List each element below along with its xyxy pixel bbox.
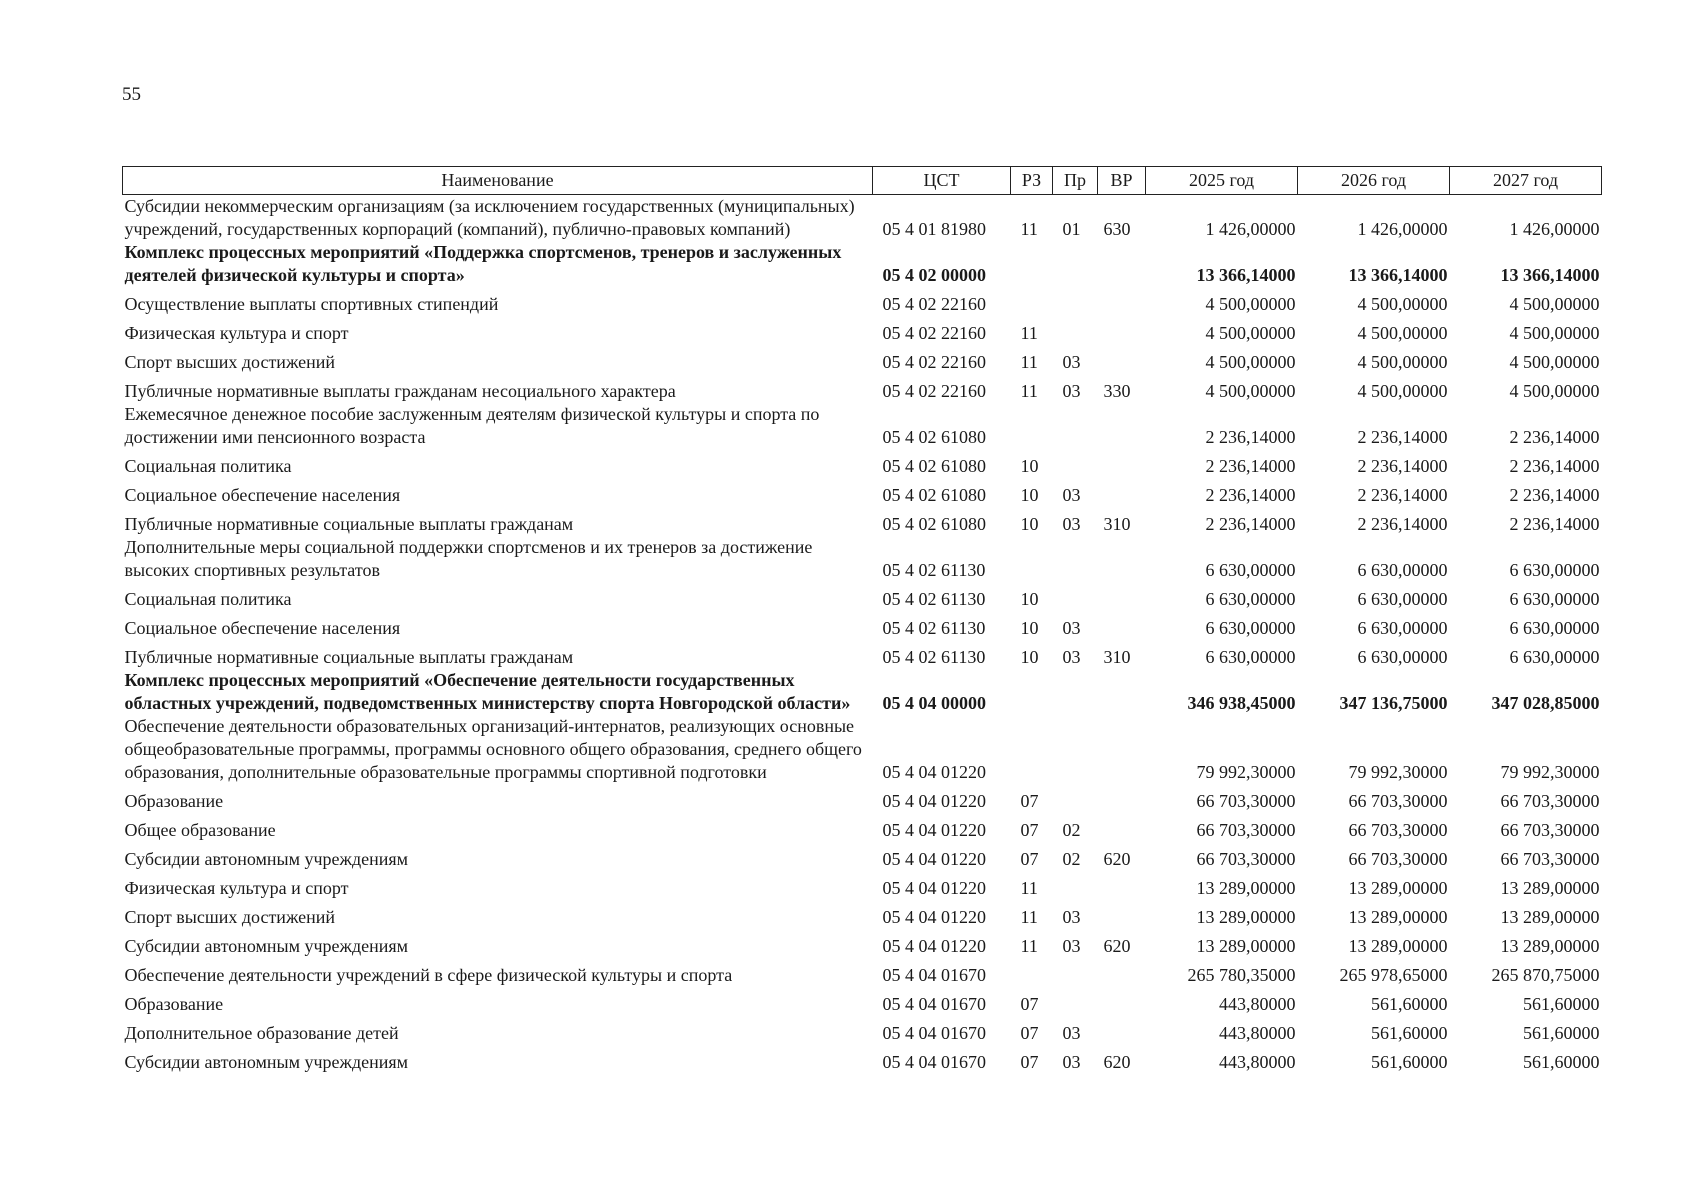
cell-cst: 05 4 04 01220 bbox=[882, 820, 986, 840]
cell-rz: 10 bbox=[1020, 589, 1039, 609]
cell-2025: 66 703,30000 bbox=[1196, 849, 1296, 869]
cell-2026: 13 289,00000 bbox=[1348, 936, 1448, 956]
cell-pr bbox=[1053, 582, 1098, 611]
cell-2027: 79 992,30000 bbox=[1500, 762, 1600, 782]
table-row bbox=[123, 316, 1602, 345]
cell-2026: 2 236,14000 bbox=[1357, 514, 1448, 534]
cell-vr bbox=[1098, 715, 1146, 784]
cell-pr bbox=[1053, 287, 1098, 316]
cell-2027: 2 236,14000 bbox=[1509, 427, 1600, 447]
cell-name: Спорт высших достижений bbox=[124, 352, 336, 372]
cell-cst: 05 4 02 61080 bbox=[882, 514, 986, 534]
cell-2025: 13 289,00000 bbox=[1196, 907, 1296, 927]
cell-pr: 03 bbox=[1062, 1023, 1081, 1043]
page-number: 55 bbox=[122, 84, 141, 105]
cell-2027: 4 500,00000 bbox=[1509, 294, 1600, 314]
cell-rz: 11 bbox=[1020, 352, 1038, 372]
header-2025: 2025 год bbox=[1146, 167, 1298, 195]
cell-2025: 4 500,00000 bbox=[1205, 323, 1296, 343]
cell-pr bbox=[1053, 958, 1098, 987]
cell-2025: 4 500,00000 bbox=[1205, 352, 1296, 372]
cell-rz: 07 bbox=[1020, 1023, 1039, 1043]
cell-name: Субсидии автономным учреждениям bbox=[124, 849, 409, 869]
cell-2025: 13 289,00000 bbox=[1196, 936, 1296, 956]
cell-2026: 6 630,00000 bbox=[1357, 560, 1448, 580]
cell-2026: 4 500,00000 bbox=[1357, 294, 1448, 314]
table-row bbox=[123, 195, 1602, 242]
cell-pr: 03 bbox=[1062, 936, 1081, 956]
cell-2027: 2 236,14000 bbox=[1509, 485, 1600, 505]
cell-pr bbox=[1053, 715, 1098, 784]
cell-pr bbox=[1053, 449, 1098, 478]
cell-2025: 443,80000 bbox=[1219, 994, 1296, 1014]
cell-name: Публичные нормативные социальные выплаты гражданам bbox=[124, 647, 574, 667]
cell-pr: 03 bbox=[1062, 352, 1081, 372]
table-row bbox=[123, 669, 1602, 715]
cell-cst: 05 4 04 01220 bbox=[882, 791, 986, 811]
cell-2026: 66 703,30000 bbox=[1348, 791, 1448, 811]
table-row bbox=[123, 987, 1602, 1016]
cell-cst: 05 4 04 01670 bbox=[882, 1052, 986, 1072]
cell-2025: 79 992,30000 bbox=[1196, 762, 1296, 782]
cell-cst: 05 4 04 01220 bbox=[882, 849, 986, 869]
cell-2027: 6 630,00000 bbox=[1509, 647, 1600, 667]
budget-table bbox=[122, 166, 1602, 1074]
cell-pr: 03 bbox=[1062, 485, 1081, 505]
table-header bbox=[123, 167, 1602, 195]
cell-2026: 1 426,00000 bbox=[1357, 219, 1448, 239]
table-row bbox=[123, 507, 1602, 536]
cell-vr bbox=[1098, 287, 1146, 316]
cell-pr: 03 bbox=[1062, 381, 1081, 401]
cell-rz bbox=[1011, 715, 1053, 784]
cell-name: Субсидии автономным учреждениям bbox=[124, 1052, 409, 1072]
table-row bbox=[123, 287, 1602, 316]
cell-pr bbox=[1053, 241, 1098, 287]
cell-rz bbox=[1011, 241, 1053, 287]
cell-rz bbox=[1011, 403, 1053, 449]
cell-pr bbox=[1053, 987, 1098, 1016]
cell-rz: 11 bbox=[1020, 323, 1038, 343]
cell-vr bbox=[1098, 536, 1146, 582]
table-row bbox=[123, 640, 1602, 669]
cell-2027: 1 426,00000 bbox=[1509, 219, 1600, 239]
cell-2027: 13 289,00000 bbox=[1500, 878, 1600, 898]
cell-2027: 561,60000 bbox=[1523, 1052, 1600, 1072]
cell-2027: 265 870,75000 bbox=[1491, 965, 1600, 985]
cell-2026: 6 630,00000 bbox=[1357, 618, 1448, 638]
cell-name: Образование bbox=[124, 791, 224, 811]
cell-name: Субсидии автономным учреждениям bbox=[124, 936, 409, 956]
cell-2025: 66 703,30000 bbox=[1196, 820, 1296, 840]
cell-name: Физическая культура и спорт bbox=[124, 323, 349, 343]
cell-name: Комплекс процессных мероприятий «Обеспечение деятельности государственных областных учреждений, подведомственных министерству спорта Новгородской области» bbox=[124, 670, 851, 713]
table-row bbox=[123, 1016, 1602, 1045]
table-body bbox=[123, 195, 1602, 1075]
header-name: Наименование bbox=[123, 167, 873, 195]
cell-2026: 13 366,14000 bbox=[1348, 265, 1448, 285]
cell-vr: 330 bbox=[1103, 381, 1131, 401]
cell-2026: 561,60000 bbox=[1371, 1023, 1448, 1043]
cell-2026: 13 289,00000 bbox=[1348, 878, 1448, 898]
table-row bbox=[123, 611, 1602, 640]
cell-2026: 2 236,14000 bbox=[1357, 456, 1448, 476]
cell-cst: 05 4 02 22160 bbox=[882, 352, 986, 372]
table-row bbox=[123, 403, 1602, 449]
cell-vr bbox=[1098, 403, 1146, 449]
cell-rz: 07 bbox=[1020, 791, 1039, 811]
table-row bbox=[123, 1045, 1602, 1074]
cell-name: Социальное обеспечение населения bbox=[124, 618, 401, 638]
cell-cst: 05 4 04 01220 bbox=[882, 936, 986, 956]
cell-vr: 630 bbox=[1103, 219, 1131, 239]
cell-name: Общее образование bbox=[124, 820, 276, 840]
cell-cst: 05 4 02 61130 bbox=[882, 560, 986, 580]
cell-cst: 05 4 01 81980 bbox=[882, 219, 986, 239]
table-row bbox=[123, 813, 1602, 842]
cell-2027: 4 500,00000 bbox=[1509, 352, 1600, 372]
cell-name: Образование bbox=[124, 994, 224, 1014]
cell-vr bbox=[1098, 478, 1146, 507]
cell-vr bbox=[1098, 958, 1146, 987]
cell-2025: 443,80000 bbox=[1219, 1052, 1296, 1072]
cell-name: Комплекс процессных мероприятий «Поддержка спортсменов, тренеров и заслуженных деятелей физической культуры и спорта» bbox=[124, 242, 842, 285]
cell-2025: 4 500,00000 bbox=[1205, 294, 1296, 314]
cell-name: Публичные нормативные социальные выплаты гражданам bbox=[124, 514, 574, 534]
cell-rz: 11 bbox=[1020, 878, 1038, 898]
cell-2025: 2 236,14000 bbox=[1205, 514, 1296, 534]
cell-pr: 03 bbox=[1062, 647, 1081, 667]
cell-rz bbox=[1011, 669, 1053, 715]
cell-2026: 347 136,75000 bbox=[1339, 693, 1448, 713]
cell-vr bbox=[1098, 316, 1146, 345]
cell-2027: 561,60000 bbox=[1523, 994, 1600, 1014]
cell-2027: 13 289,00000 bbox=[1500, 907, 1600, 927]
cell-rz: 07 bbox=[1020, 849, 1039, 869]
table-row bbox=[123, 536, 1602, 582]
cell-2027: 561,60000 bbox=[1523, 1023, 1600, 1043]
cell-rz: 11 bbox=[1020, 936, 1038, 956]
cell-name: Социальная политика bbox=[124, 589, 292, 609]
cell-vr bbox=[1098, 813, 1146, 842]
cell-vr: 310 bbox=[1103, 514, 1131, 534]
header-2027: 2027 год bbox=[1450, 167, 1602, 195]
cell-2026: 2 236,14000 bbox=[1357, 427, 1448, 447]
cell-2027: 6 630,00000 bbox=[1509, 560, 1600, 580]
cell-vr bbox=[1098, 987, 1146, 1016]
cell-name: Дополнительные меры социальной поддержки спортсменов и их тренеров за достижение высоких спортивных результатов bbox=[124, 537, 813, 580]
cell-vr bbox=[1098, 784, 1146, 813]
cell-2025: 2 236,14000 bbox=[1205, 485, 1296, 505]
cell-vr bbox=[1098, 900, 1146, 929]
cell-2025: 13 366,14000 bbox=[1196, 265, 1296, 285]
cell-name: Дополнительное образование детей bbox=[124, 1023, 399, 1043]
cell-pr: 02 bbox=[1062, 820, 1081, 840]
cell-2026: 66 703,30000 bbox=[1348, 820, 1448, 840]
cell-cst: 05 4 04 01220 bbox=[882, 762, 986, 782]
cell-pr: 03 bbox=[1062, 907, 1081, 927]
cell-2027: 6 630,00000 bbox=[1509, 589, 1600, 609]
cell-2027: 4 500,00000 bbox=[1509, 381, 1600, 401]
cell-cst: 05 4 02 61080 bbox=[882, 427, 986, 447]
cell-vr bbox=[1098, 1016, 1146, 1045]
cell-vr: 620 bbox=[1103, 849, 1131, 869]
cell-rz: 10 bbox=[1020, 485, 1039, 505]
cell-pr: 03 bbox=[1062, 618, 1081, 638]
cell-2025: 265 780,35000 bbox=[1187, 965, 1296, 985]
budget-table-container bbox=[122, 166, 1601, 1074]
cell-2026: 6 630,00000 bbox=[1357, 589, 1448, 609]
cell-vr bbox=[1098, 449, 1146, 478]
table-row bbox=[123, 842, 1602, 871]
cell-2025: 13 289,00000 bbox=[1196, 878, 1296, 898]
table-row bbox=[123, 715, 1602, 784]
cell-pr bbox=[1053, 784, 1098, 813]
cell-2026: 4 500,00000 bbox=[1357, 381, 1448, 401]
cell-name: Спорт высших достижений bbox=[124, 907, 336, 927]
cell-rz: 07 bbox=[1020, 1052, 1039, 1072]
table-row bbox=[123, 929, 1602, 958]
cell-cst: 05 4 02 22160 bbox=[882, 381, 986, 401]
cell-rz: 11 bbox=[1020, 219, 1038, 239]
cell-vr: 620 bbox=[1103, 1052, 1131, 1072]
cell-cst: 05 4 02 61080 bbox=[882, 485, 986, 505]
cell-vr bbox=[1098, 241, 1146, 287]
cell-2027: 13 366,14000 bbox=[1500, 265, 1600, 285]
table-row bbox=[123, 958, 1602, 987]
cell-cst: 05 4 04 01670 bbox=[882, 1023, 986, 1043]
cell-cst: 05 4 02 61130 bbox=[882, 618, 986, 638]
cell-2025: 6 630,00000 bbox=[1205, 618, 1296, 638]
cell-name: Обеспечение деятельности образовательных организаций-интернатов, реализующих основные общеобразовательные программы, программы основного общего образования, среднего общего образования, дополнительные образовательные программы спортивной подготовки bbox=[124, 716, 862, 782]
cell-name: Публичные нормативные выплаты гражданам несоциального характера bbox=[124, 381, 676, 401]
cell-2025: 443,80000 bbox=[1219, 1023, 1296, 1043]
cell-rz: 07 bbox=[1020, 820, 1039, 840]
cell-vr bbox=[1098, 669, 1146, 715]
cell-cst: 05 4 04 01670 bbox=[882, 965, 986, 985]
cell-pr: 03 bbox=[1062, 1052, 1081, 1072]
cell-rz bbox=[1011, 287, 1053, 316]
cell-pr bbox=[1053, 669, 1098, 715]
cell-cst: 05 4 04 00000 bbox=[882, 693, 986, 713]
header-cst: ЦСТ bbox=[873, 167, 1011, 195]
cell-2026: 79 992,30000 bbox=[1348, 762, 1448, 782]
cell-2025: 6 630,00000 bbox=[1205, 589, 1296, 609]
cell-2027: 66 703,30000 bbox=[1500, 849, 1600, 869]
cell-pr bbox=[1053, 316, 1098, 345]
cell-name: Обеспечение деятельности учреждений в сфере физической культуры и спорта bbox=[124, 965, 733, 985]
cell-name: Социальное обеспечение населения bbox=[124, 485, 401, 505]
cell-cst: 05 4 04 01670 bbox=[882, 994, 986, 1014]
cell-vr: 310 bbox=[1103, 647, 1131, 667]
cell-2026: 4 500,00000 bbox=[1357, 323, 1448, 343]
cell-rz: 10 bbox=[1020, 618, 1039, 638]
header-2026: 2026 год bbox=[1298, 167, 1450, 195]
cell-2027: 6 630,00000 bbox=[1509, 618, 1600, 638]
cell-2025: 2 236,14000 bbox=[1205, 456, 1296, 476]
cell-vr: 620 bbox=[1103, 936, 1131, 956]
header-rz: РЗ bbox=[1011, 167, 1053, 195]
cell-pr: 01 bbox=[1062, 219, 1081, 239]
cell-2027: 347 028,85000 bbox=[1491, 693, 1600, 713]
cell-2025: 6 630,00000 bbox=[1205, 560, 1296, 580]
table-row bbox=[123, 241, 1602, 287]
cell-cst: 05 4 02 61130 bbox=[882, 589, 986, 609]
cell-2025: 6 630,00000 bbox=[1205, 647, 1296, 667]
cell-cst: 05 4 02 22160 bbox=[882, 323, 986, 343]
cell-2025: 2 236,14000 bbox=[1205, 427, 1296, 447]
cell-2025: 66 703,30000 bbox=[1196, 791, 1296, 811]
header-vr: ВР bbox=[1098, 167, 1146, 195]
cell-2026: 13 289,00000 bbox=[1348, 907, 1448, 927]
cell-2025: 4 500,00000 bbox=[1205, 381, 1296, 401]
cell-2026: 2 236,14000 bbox=[1357, 485, 1448, 505]
cell-2026: 66 703,30000 bbox=[1348, 849, 1448, 869]
cell-pr bbox=[1053, 871, 1098, 900]
cell-vr bbox=[1098, 871, 1146, 900]
cell-2026: 561,60000 bbox=[1371, 1052, 1448, 1072]
table-row bbox=[123, 345, 1602, 374]
cell-pr bbox=[1053, 536, 1098, 582]
cell-2027: 66 703,30000 bbox=[1500, 820, 1600, 840]
cell-name: Ежемесячное денежное пособие заслуженным деятелям физической культуры и спорта по достижении ими пенсионного возраста bbox=[124, 404, 820, 447]
cell-name: Осуществление выплаты спортивных стипендий bbox=[124, 294, 499, 314]
cell-vr bbox=[1098, 611, 1146, 640]
cell-cst: 05 4 04 01220 bbox=[882, 907, 986, 927]
header-pr: Пр bbox=[1053, 167, 1098, 195]
cell-2026: 265 978,65000 bbox=[1339, 965, 1448, 985]
cell-name: Субсидии некоммерческим организациям (за исключением государственных (муниципальных) учреждений, государственных корпораций (компаний), публично-правовых компаний) bbox=[124, 196, 855, 239]
cell-cst: 05 4 02 61130 bbox=[882, 647, 986, 667]
table-row bbox=[123, 871, 1602, 900]
cell-rz: 10 bbox=[1020, 456, 1039, 476]
cell-2026: 6 630,00000 bbox=[1357, 647, 1448, 667]
cell-rz: 10 bbox=[1020, 514, 1039, 534]
cell-cst: 05 4 02 61080 bbox=[882, 456, 986, 476]
cell-2027: 2 236,14000 bbox=[1509, 514, 1600, 534]
cell-cst: 05 4 02 22160 bbox=[882, 294, 986, 314]
cell-rz bbox=[1011, 958, 1053, 987]
cell-rz: 10 bbox=[1020, 647, 1039, 667]
cell-2025: 346 938,45000 bbox=[1187, 693, 1296, 713]
cell-2027: 66 703,30000 bbox=[1500, 791, 1600, 811]
cell-name: Физическая культура и спорт bbox=[124, 878, 349, 898]
table-row bbox=[123, 900, 1602, 929]
cell-2027: 2 236,14000 bbox=[1509, 456, 1600, 476]
table-row bbox=[123, 374, 1602, 403]
cell-2026: 561,60000 bbox=[1371, 994, 1448, 1014]
table-row bbox=[123, 582, 1602, 611]
cell-2027: 4 500,00000 bbox=[1509, 323, 1600, 343]
cell-cst: 05 4 04 01220 bbox=[882, 878, 986, 898]
cell-vr bbox=[1098, 582, 1146, 611]
table-row bbox=[123, 784, 1602, 813]
cell-rz: 11 bbox=[1020, 907, 1038, 927]
cell-vr bbox=[1098, 345, 1146, 374]
cell-pr: 02 bbox=[1062, 849, 1081, 869]
cell-rz: 11 bbox=[1020, 381, 1038, 401]
cell-rz: 07 bbox=[1020, 994, 1039, 1014]
cell-pr: 03 bbox=[1062, 514, 1081, 534]
cell-2025: 1 426,00000 bbox=[1205, 219, 1296, 239]
table-row bbox=[123, 449, 1602, 478]
cell-rz bbox=[1011, 536, 1053, 582]
table-row bbox=[123, 478, 1602, 507]
cell-cst: 05 4 02 00000 bbox=[882, 265, 986, 285]
cell-name: Социальная политика bbox=[124, 456, 292, 476]
cell-2027: 13 289,00000 bbox=[1500, 936, 1600, 956]
cell-pr bbox=[1053, 403, 1098, 449]
cell-2026: 4 500,00000 bbox=[1357, 352, 1448, 372]
